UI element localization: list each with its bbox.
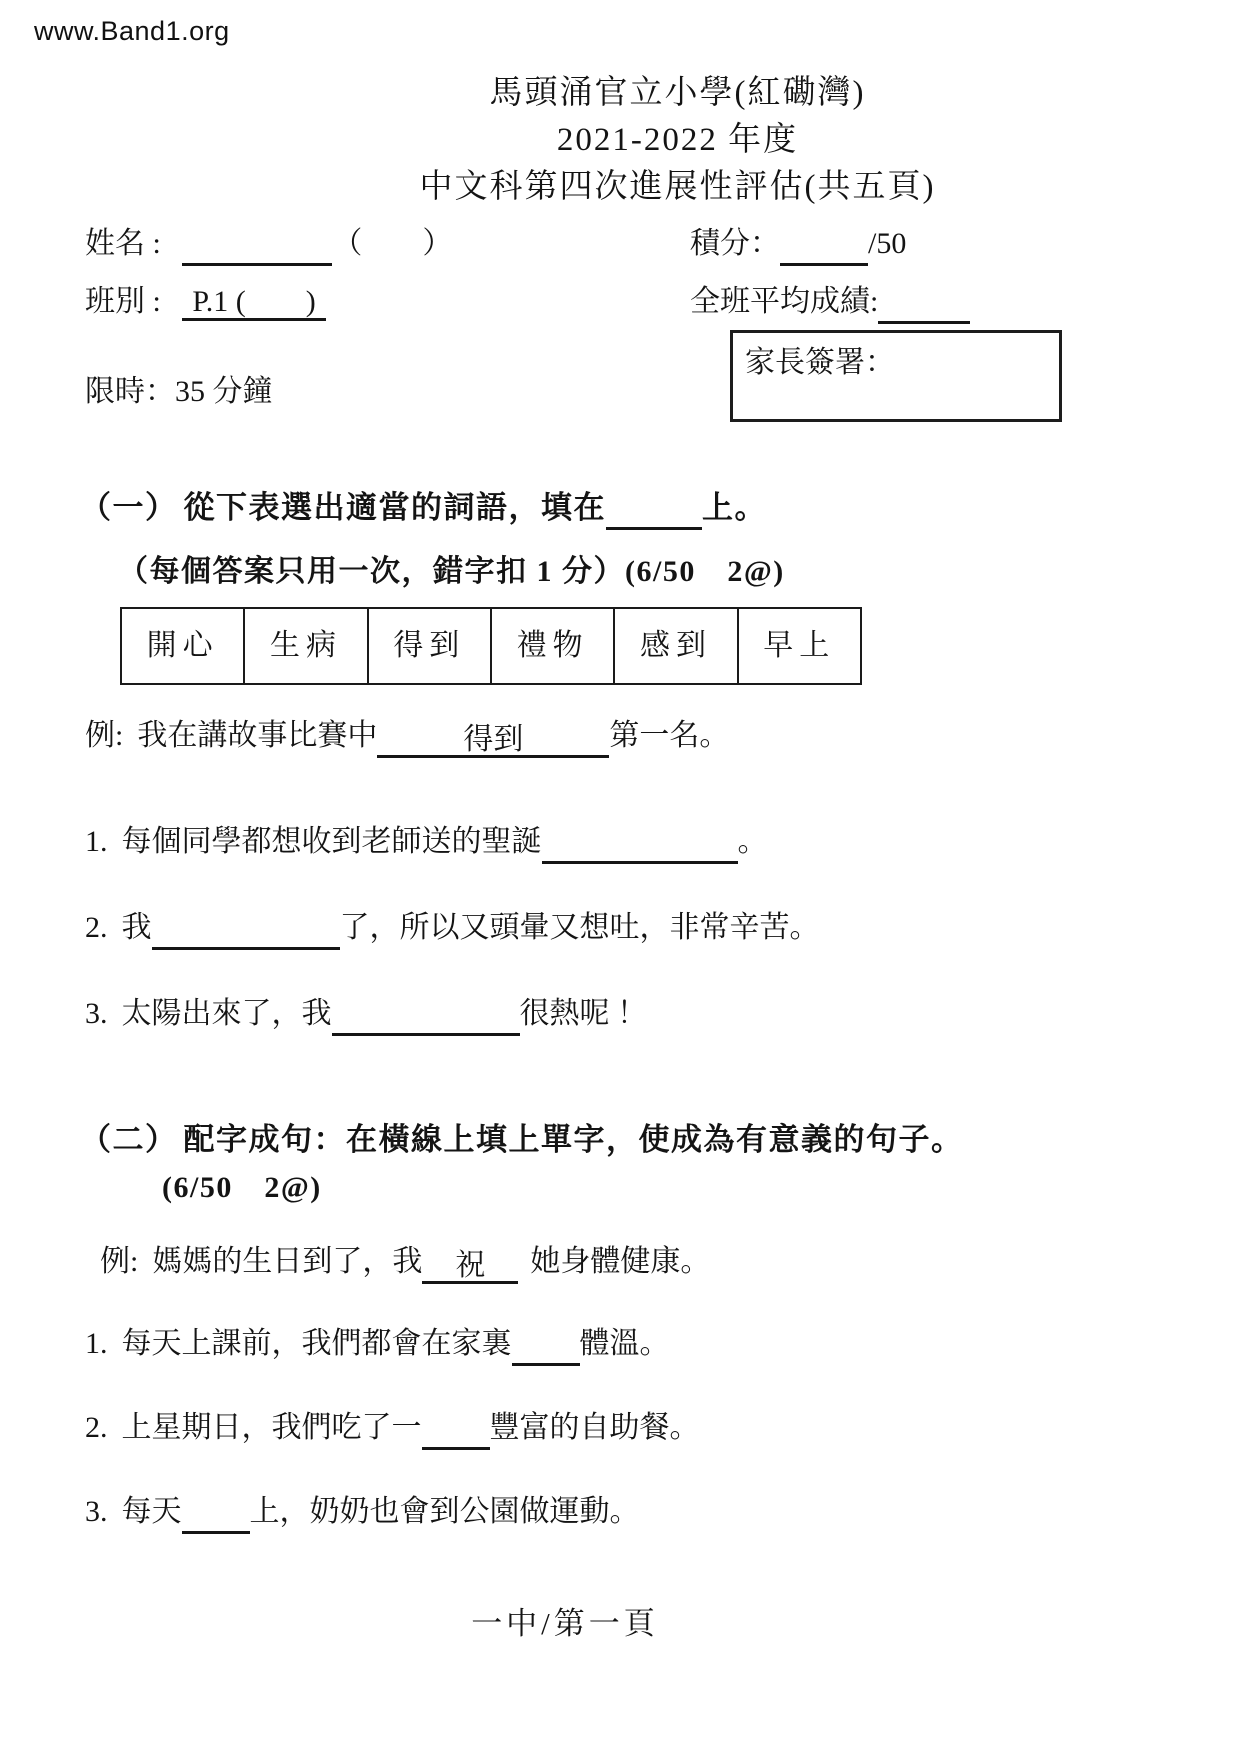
section1-note: （每個答案只用一次，錯字扣 1 分）(6/50 2@) [118,555,785,588]
section2-example [100,1240,710,1284]
question-text-after: 體溫。 [579,1327,670,1360]
question-text-after: 了，所以又頭暈又想吐，非常辛苦。 [339,911,820,944]
section1-number: （一） [80,490,178,525]
school-name: 馬頭涌官立小學(紅磡灣) [489,75,866,111]
question-row [85,906,820,950]
score-label: 積分： [690,227,780,260]
parent-signature-label: 家長簽署： [745,346,895,379]
section2-heading [80,1118,964,1162]
question-text-after: 上，奶奶也會到公園做運動。 [249,1495,640,1528]
page-footer: 一中/第一頁 [471,1606,659,1641]
section1-heading-blank [606,493,702,530]
example-answer-blank: 祝 [422,1247,518,1284]
answer-blank [152,913,340,950]
example-label: 例: [100,1245,139,1278]
question-row [85,820,768,864]
section1-example [85,714,729,758]
watermark: www.Band1.org [34,16,230,46]
average-blank [878,287,970,324]
question-row [85,1322,670,1366]
header [0,70,1240,211]
question-text-before: 每天 [121,1495,182,1528]
question-number: 2. [85,1411,108,1444]
class-value: P.1 ( ) [182,285,325,321]
answer-blank [542,827,738,864]
question-text-after: 很熱呢 ！ [519,997,647,1030]
name-label: 姓名 : [85,227,161,260]
section1-heading-suffix: 上。 [702,490,767,525]
answer-blank [182,1497,250,1534]
question-number: 1. [85,1327,108,1360]
question-number: 2. [85,911,108,944]
section2-marks: (6/50 2@) [162,1171,322,1204]
word-bank-cell: 感到 [613,609,736,683]
answer-blank [332,999,520,1036]
score-blank [780,229,868,266]
word-bank-cell: 得到 [367,609,490,683]
question-text-before: 每個同學都想收到老師送的聖誕 [121,825,542,858]
word-bank-cell: 禮物 [490,609,613,683]
question-text-before: 我 [121,911,152,944]
question-text-before: 每天上課前，我們都會在家裏 [121,1327,512,1360]
score-row [690,222,906,266]
question-text-after: 。 [737,825,768,858]
section2-heading-text: 配字成句：在橫線上填上單字，使成為有意義的句子。 [183,1122,964,1157]
name-blank [182,229,332,266]
time-limit: 限時：35 分鐘 [85,375,273,408]
question-number: 1. [85,825,108,858]
word-bank-cell: 生病 [243,609,366,683]
name-paren: （ ） [332,227,453,260]
question-row [85,1406,700,1450]
question-number: 3. [85,997,108,1030]
parent-signature-box [730,330,1062,422]
name-row [85,222,452,266]
example-answer-blank: 得到 [377,721,609,758]
exam-title: 中文科第四次進展性評估(共五頁) [419,169,936,205]
average-label: 全班平均成績: [690,285,879,318]
example-text-before: 媽媽的生日到了，我 [152,1245,423,1278]
question-text-after: 豐富的自助餐。 [489,1411,700,1444]
word-bank-table [120,607,862,685]
word-bank-cell: 開心 [146,629,219,662]
example-label: 例: [85,719,124,752]
class-label: 班別 : [85,285,161,318]
question-row [85,1490,640,1534]
section1-heading-text: 從下表選出適當的詞語，填在 [183,490,606,525]
section1-heading [80,486,767,530]
example-text-before: 我在講故事比賽中 [137,719,378,752]
word-bank-cell: 早上 [737,609,860,683]
question-text-before: 太陽出來了，我 [121,997,332,1030]
answer-blank [512,1329,580,1366]
example-text-after: 她身體健康。 [530,1245,711,1278]
school-year: 2021-2022 年度 [556,122,799,158]
question-text-before: 上星期日，我們吃了一 [121,1411,422,1444]
score-max: /50 [868,227,907,260]
question-number: 3. [85,1495,108,1528]
answer-blank [422,1413,490,1450]
question-row [85,992,647,1036]
example-text-after: 第一名。 [609,719,730,752]
section2-number: （二） [80,1122,178,1157]
average-row [690,280,970,324]
class-row [85,280,326,324]
